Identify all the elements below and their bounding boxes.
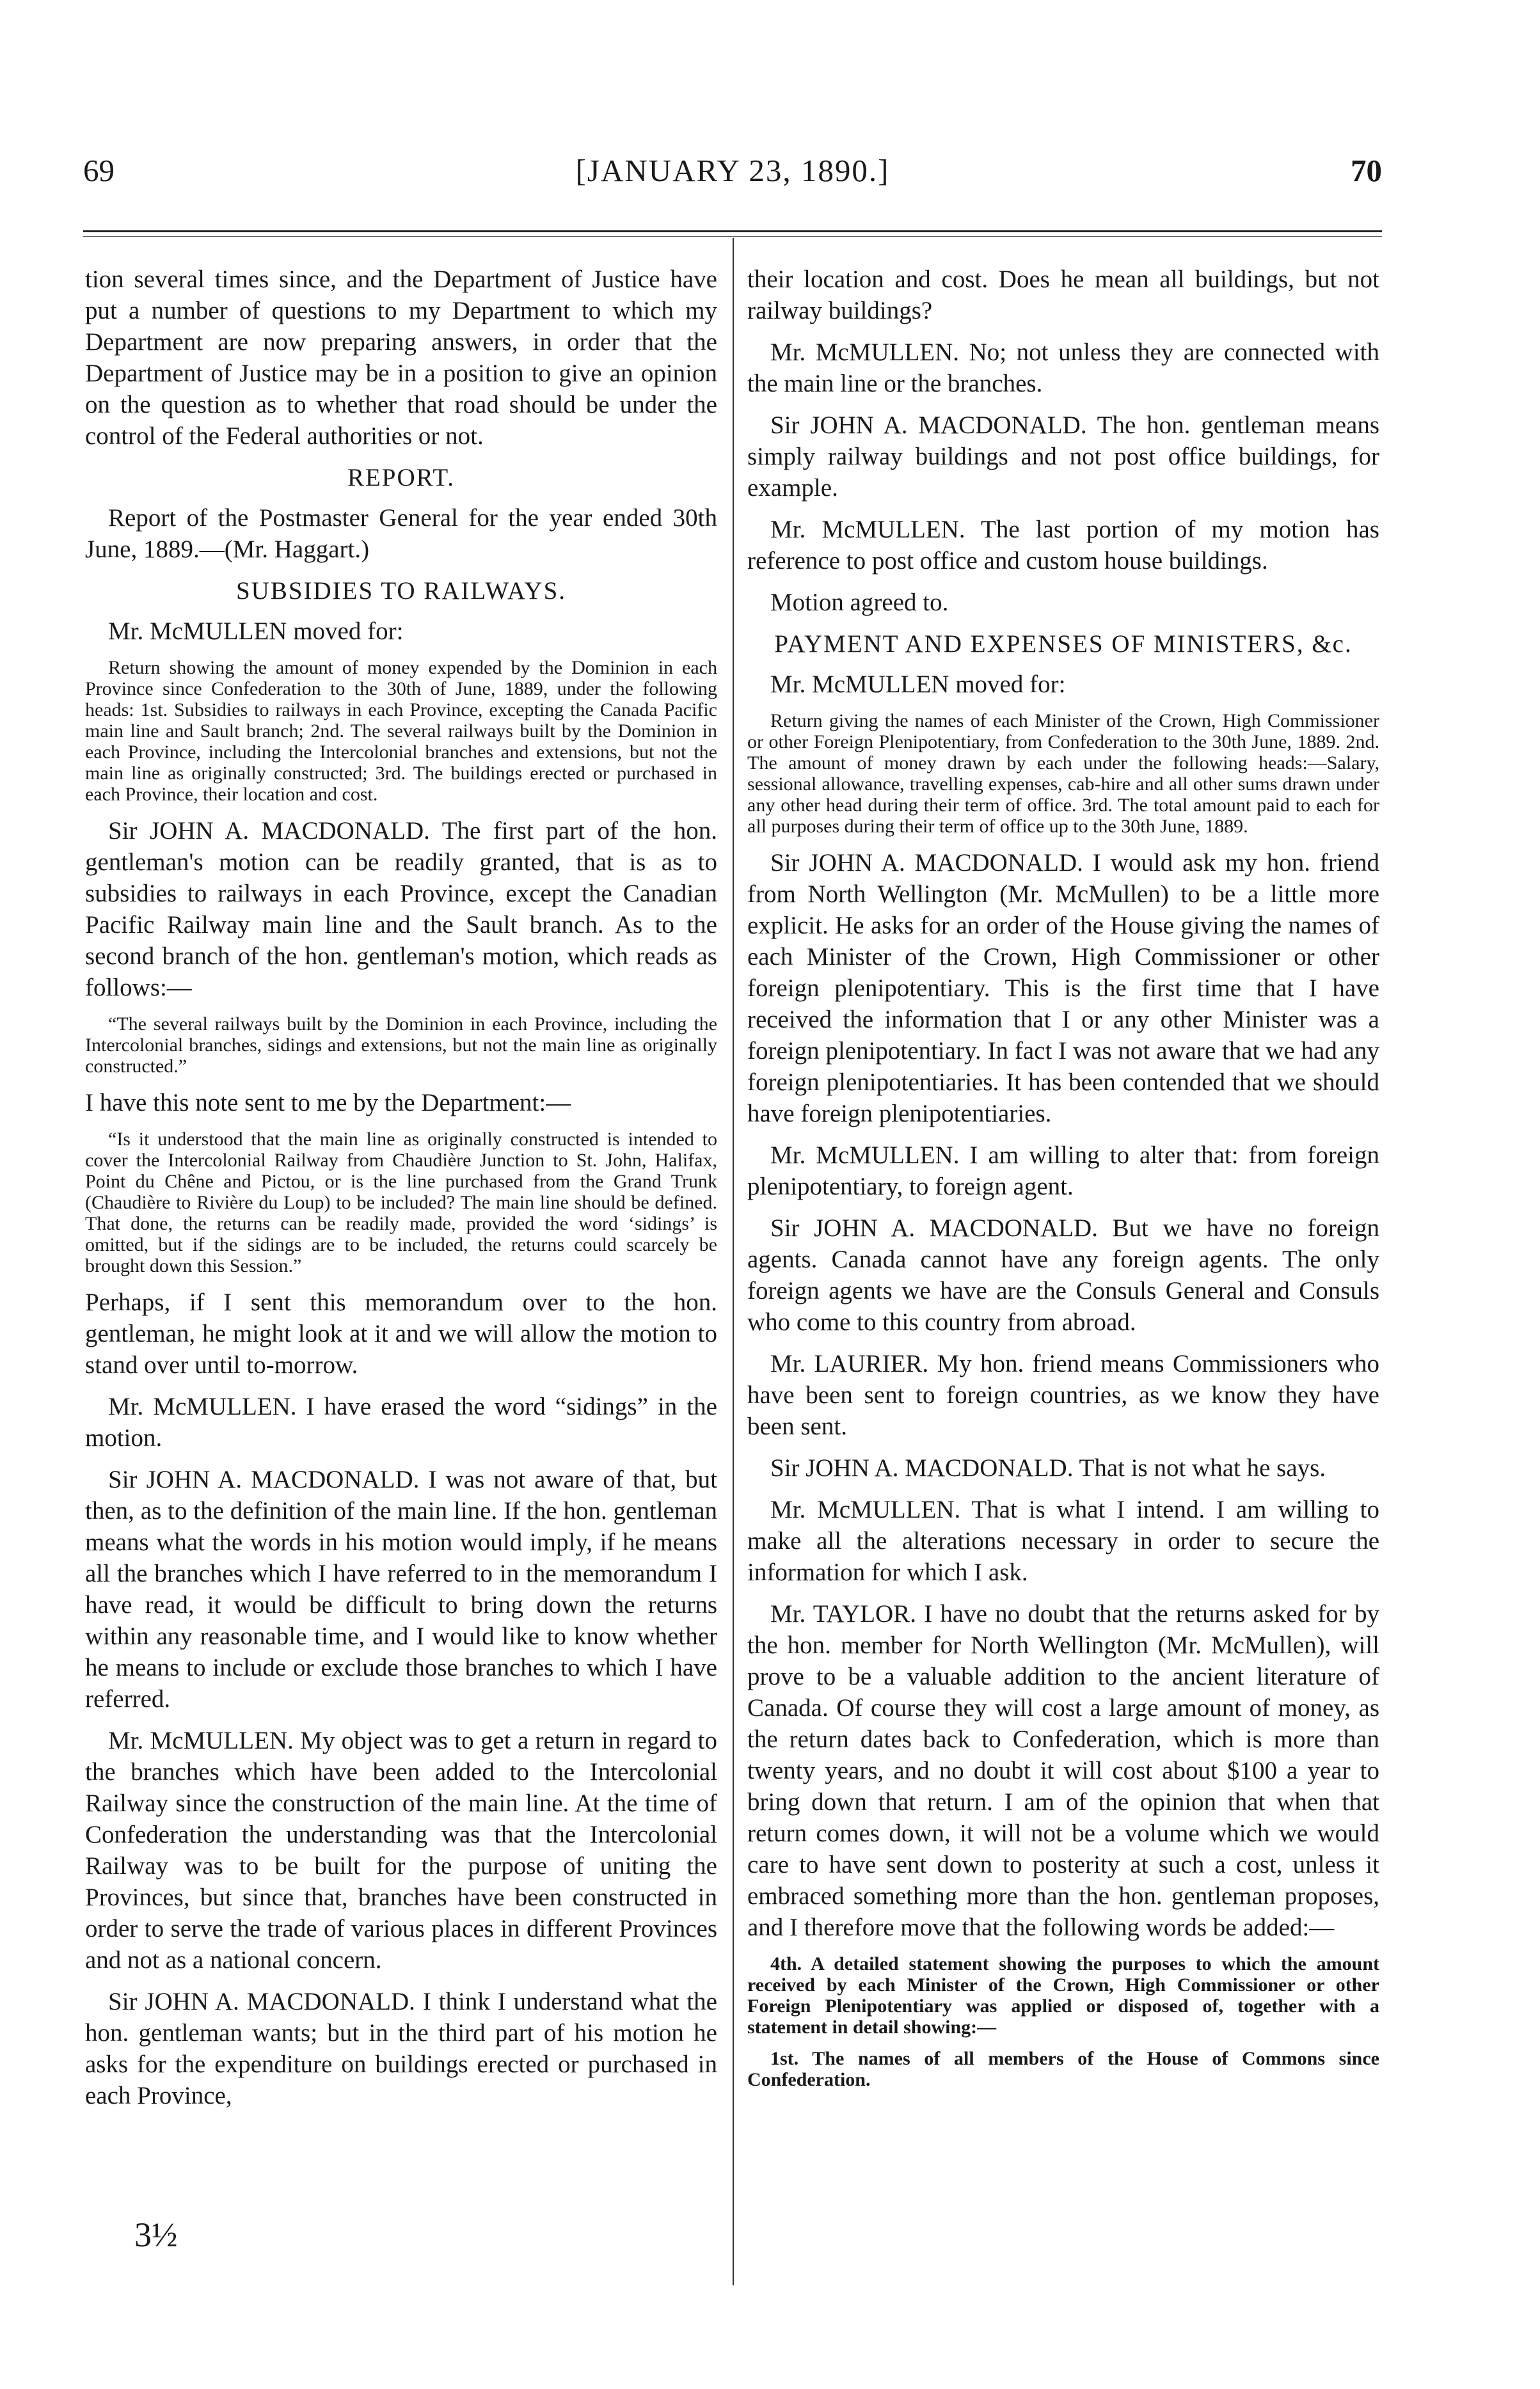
paragraph: Mr. McMULLEN moved for: (108, 617, 404, 645)
paragraph: Sir JOHN A. MACDONALD. That is not what he says. (770, 1454, 1326, 1482)
paragraph: tion several times since, and the Department of Justice have put a number of questions to my Department to which my Department are now preparing answers, in order that the Department of Justice may be in a position to give an opinion on the question as to whether that road should be under the control of the Federal authorities or not. (85, 266, 717, 450)
paragraph: Sir JOHN A. MACDONALD. I would ask my hon. friend from North Wellington (Mr. McMullen) to be a little more explicit. He asks for an order of the House giving the names of each Minister of the Crown, High Commissioner or other foreign plenipotentiary. This is the first time that I have received the information that I or any other Minister was a foreign plenipotentiary. In fact I was not aware that we had any foreign plenipotentiaries. It has been contended that we should have foreign plenipotentiaries. (747, 849, 1379, 1127)
paragraph: Mr. McMULLEN moved for: (770, 671, 1066, 698)
page-number-right: 70 (1351, 153, 1382, 188)
paragraph: Perhaps, if I sent this memorandum over to the hon. gentleman, he might look at it and we will allow the motion to stand over until to-morrow. (85, 1289, 717, 1379)
motion-text: Return giving the names of each Minister of the Crown, High Commissioner or other Foreign Plenipotentiary, from Confederation to the 30th June, 1889. 2nd. The amount of money drawn by each under the following heads:—Salary, sessional allowance, travelling expenses, cab-hire and all other sums drawn under any other head during their term of office. 3rd. The total amount paid to each for all purposes during their term of office up to the 30th June, 1889. (747, 710, 1379, 837)
paragraph: Mr. McMULLEN. No; not unless they are connected with the main line or the branches. (747, 338, 1379, 397)
paragraph: I have this note sent to me by the Department:— (85, 1089, 571, 1116)
paragraph: Mr. McMULLEN. My object was to get a return in regard to the branches which have been added to the Intercolonial Railway since the construction of the main line. At the time of Confederation the understanding was that the Intercolonial Railway was to be built for the purpose of uniting the Provinces, but since that, branches have been constructed in order to serve the trade of various places in different Provinces and not as a national concern. (85, 1727, 717, 1974)
paragraph: Sir JOHN A. MACDONALD. I was not aware of that, but then, as to the definition of the main line. If the hon. gentleman means what the words in his motion would imply, if he means all the branches which I have referred to in the memorandum I have read, it would be difficult to bring down the returns within any reasonable time, and I would like to know whether he means to include or exclude those branches to which I have referred. (85, 1466, 717, 1713)
paragraph: Mr. TAYLOR. I have no doubt that the returns asked for by the hon. member for North Wellington (Mr. McMullen), will prove to be a valuable addition to the ancient literature of Canada. Of course they will cost a large amount of money, as the return dates back to Confederation, which is more than twenty years, and no doubt it will cost about $100 a year to bring down that return. I am of the opinion that when that return comes down, it will not be a volume which we would care to have sent down to posterity at such a cost, unless it embraced something more than the hon. gentleman proposes, and I therefore move that the following words be added:— (747, 1600, 1379, 1941)
paragraph: Sir JOHN A. MACDONALD. The first part of the hon. gentleman's motion can be readily granted, that is as to subsidies to railways in each Province, except the Canadian Pacific Railway main line and the Sault branch. As to the second branch of the hon. gentleman's motion, which reads as follows:— (85, 817, 717, 1001)
section-heading-payment: PAYMENT AND EXPENSES OF MINISTERS, &c. (774, 630, 1353, 658)
paragraph: their location and cost. Does he mean all buildings, but not railway buildings? (747, 266, 1379, 324)
motion-text: Return showing the amount of money expended by the Dominion in each Province since Confederation to the 30th of June, 1889, under the following heads: 1st. Subsidies to railways in each Province, excepting the Canada Pacific main line and Sault branch; 2nd. The several railways built by the Dominion in each Province, including the Intercolonial branches and extensions, but not the main line as originally constructed; 3rd. The buildings erected or purchased in each Province, their location and cost. (85, 657, 717, 805)
signature-mark: 3½ (134, 2216, 178, 2254)
section-heading-subsidies: SUBSIDIES TO RAILWAYS. (235, 577, 567, 605)
paragraph: Mr. McMULLEN. I am willing to alter that: from foreign plenipotentiary, to foreign agent. (747, 1141, 1379, 1200)
paragraph: Mr. McMULLEN. That is what I intend. I am willing to make all the alterations necessary in order to secure the information for which I ask. (747, 1496, 1379, 1586)
paragraph: Sir JOHN A. MACDONALD. The hon. gentleman means simply railway buildings and not post office buildings, for example. (747, 411, 1379, 502)
paragraph: Mr. McMULLEN. The last portion of my motion has reference to post office and custom house buildings. (747, 516, 1379, 575)
paragraph: Sir JOHN A. MACDONALD. But we have no foreign agents. Canada cannot have any foreign agents. The only foreign agents we have are the Consuls General and Consuls who come to this country from abroad. (747, 1214, 1379, 1336)
paragraph: Report of the Postmaster General for the year ended 30th June, 1889.—(Mr. Haggart.) (85, 504, 717, 563)
paragraph: Mr. McMULLEN. I have erased the word “sidings” in the motion. (85, 1393, 717, 1452)
right-column (747, 264, 1379, 2100)
quotation: “Is it understood that the main line as originally constructed is intended to cover the Intercolonial Railway from Chaudière Junction to St. John, Halifax, Point du Chêne and Pictou, or is the line purchased from the Grand Trunk (Chaudière to Rivière du Loup) to be included? The main line should be defined. That done, the returns can be readily made, provided the word ‘sidings’ is omitted, but if the sidings are to be included, the returns could scarcely be brought down this Session.” (85, 1129, 717, 1276)
page-date: [JANUARY 23, 1890.] (575, 153, 890, 188)
page-header (83, 152, 1382, 203)
paragraph: Sir JOHN A. MACDONALD. I think I understand what the hon. gentleman wants; but in the third part of his motion he asks for the expenditure on buildings erected or purchased in each Province, (85, 1988, 717, 2109)
left-column (85, 264, 717, 2122)
column-divider (733, 238, 734, 2285)
quotation: “The several railways built by the Dominion in each Province, including the Intercolonial branches, sidings and extensions, but not the main line as originally constructed.” (85, 1013, 717, 1077)
paragraph: Mr. LAURIER. My hon. friend means Commissioners who have been sent to foreign countries, as we know they have been sent. (747, 1350, 1379, 1440)
amendment-text: 1st. The names of all members of the House of Commons since Confederation. (747, 2048, 1379, 2090)
page-number-left: 69 (83, 153, 115, 188)
paragraph: Motion agreed to. (770, 589, 949, 616)
header-rule-thin (83, 236, 1382, 237)
section-heading-report: REPORT. (347, 464, 456, 491)
header-rule (83, 230, 1382, 232)
amendment-text: 4th. A detailed statement showing the purposes to which the amount received by each Minister of the Crown, High Commissioner or other Foreign Plenipotentiary was applied or disposed of, together with a statement in detail showing:— (747, 1953, 1379, 2038)
